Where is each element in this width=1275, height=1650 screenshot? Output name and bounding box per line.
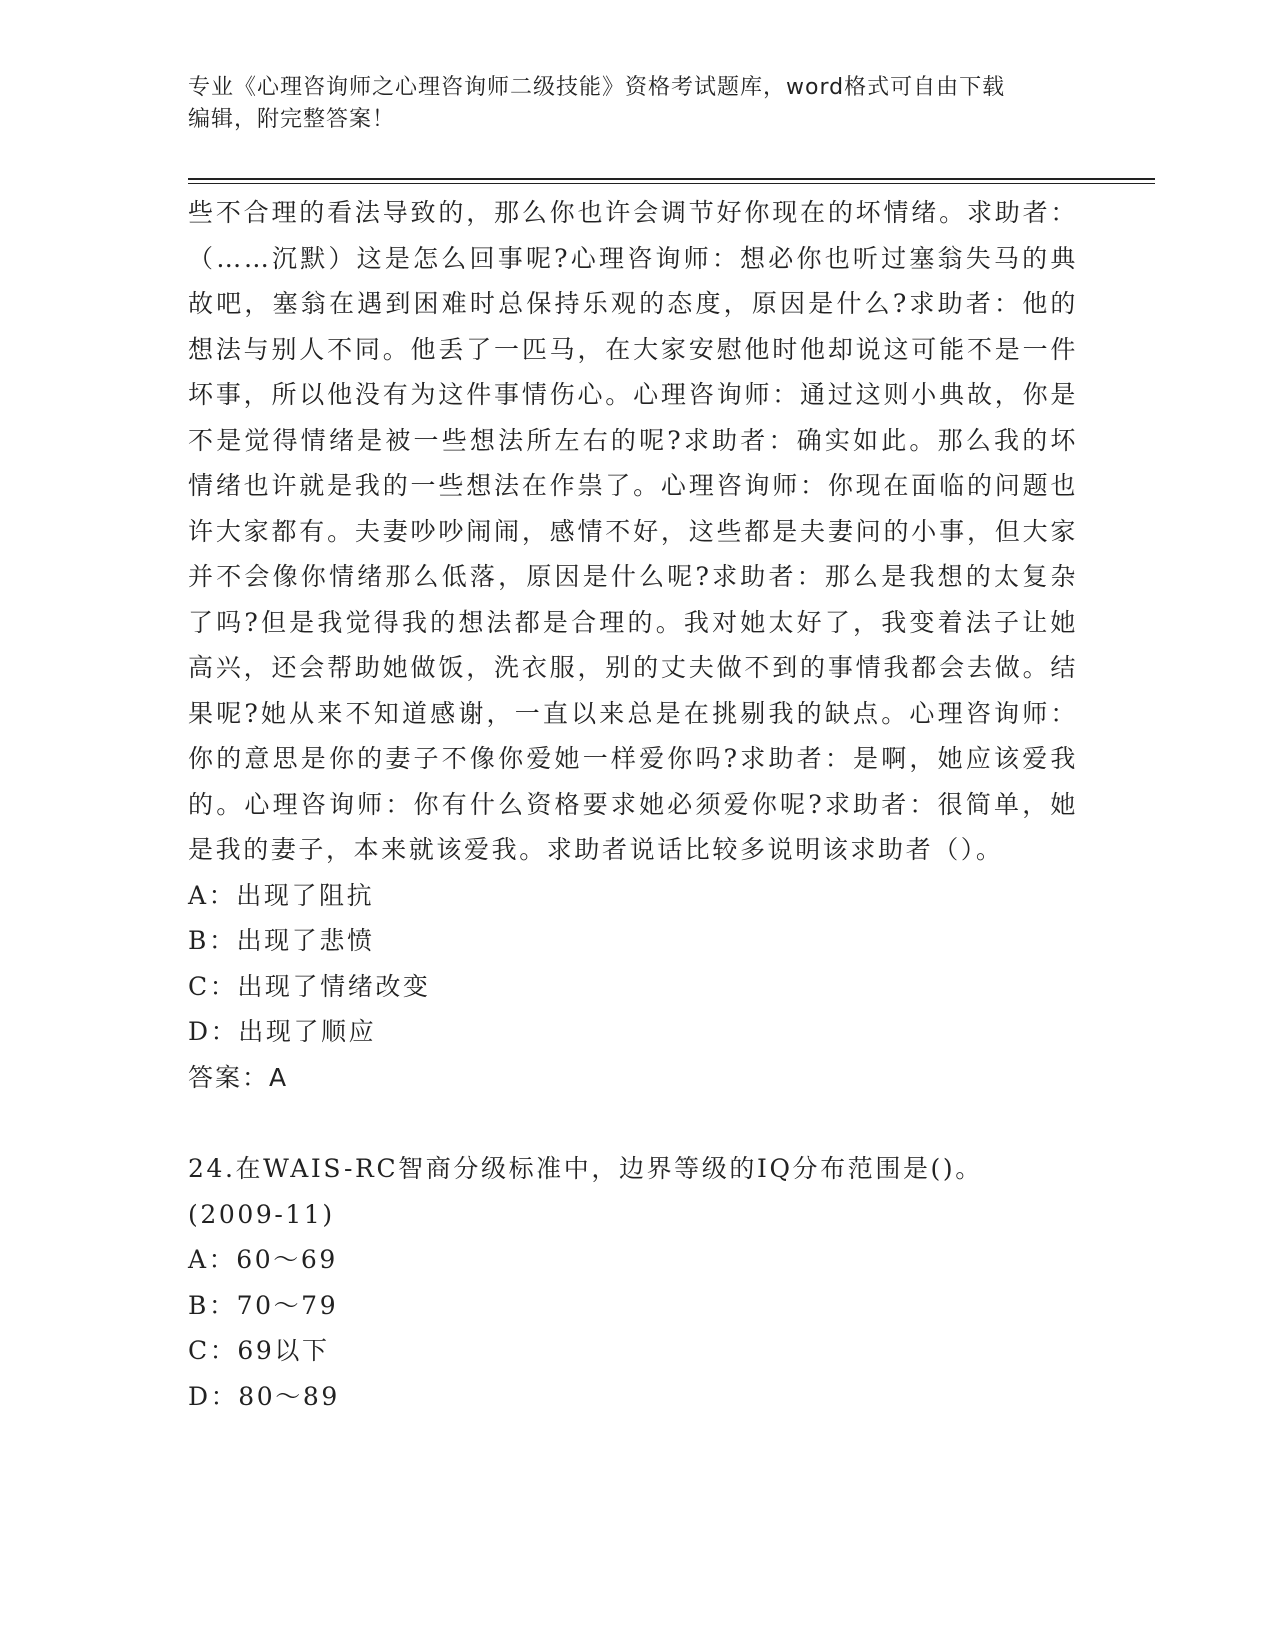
question-24	[188, 1146, 1078, 1419]
option-a: A：出现了阻抗	[188, 880, 375, 910]
option-a: A：60～69	[188, 1245, 338, 1274]
option-d: D：出现了顺应	[188, 1017, 377, 1046]
option-c: C：69以下	[188, 1336, 330, 1365]
header-divider-thick	[188, 178, 1155, 180]
question-23	[188, 190, 1078, 1100]
option-b: B：出现了悲愤	[188, 926, 375, 955]
page-header	[188, 72, 1068, 136]
header-line-1: 专业《心理咨询师之心理咨询师二级技能》资格考试题库，word格式可自由下载	[188, 75, 1006, 100]
question-text: 些不合理的看法导致的，那么你也许会调节好你现在的坏情绪。求助者：（……沉默）这是怎么回事呢?心理咨询师：想必你也听过塞翁失马的典故吧，塞翁在遇到困难时总保持乐观的态度，原因是什么?求助者：他的想法与别人不同。他丢了一匹马，在大家安慰他时他却说这可能不是一件坏事，所以他没有为这件事情伤心。心理咨询师：通过这则小典故，你是不是觉得情绪是被一些想法所左右的呢?求助者：确实如此。那么我的坏情绪也许就是我的一些想法在作祟了。心理咨询师：你现在面临的问题也许大家都有。夫妻吵吵闹闹，感情不好，这些都是夫妻问的小事，但大家并不会像你情绪那么低落，原因是什么呢?求助者：那么是我想的太复杂了吗?但是我觉得我的想法都是合理的。我对她太好了，我变着法子让她高兴，还会帮助她做饭，洗衣服，别的丈夫做不到的事情我都会去做。结果呢?她从来不知道感谢，一直以来总是在挑剔我的缺点。心理咨询师：你的意思是你的妻子不像你爱她一样爱你吗?求助者：是啊，她应该爱我的。心理咨询师：你有什么资格要求她必须爱你呢?求助者：很简单，她是我的妻子，本来就该爱我。求助者说话比较多说明该求助者（）。	[188, 198, 1078, 864]
answer-label: 答案：A	[188, 1062, 289, 1092]
option-d: D：80～89	[188, 1381, 340, 1411]
option-c: C：出现了情绪改变	[188, 971, 431, 1001]
header-line-2: 编辑，附完整答案！	[188, 107, 396, 132]
question-source: (2009-11)	[188, 1199, 335, 1229]
option-b: B：70～79	[188, 1290, 339, 1320]
question-stem: 24.在WAIS-RC智商分级标准中，边界等级的IQ分布范围是()。	[188, 1154, 983, 1183]
header-divider-thin	[188, 183, 1155, 184]
document-body	[188, 190, 1078, 1419]
